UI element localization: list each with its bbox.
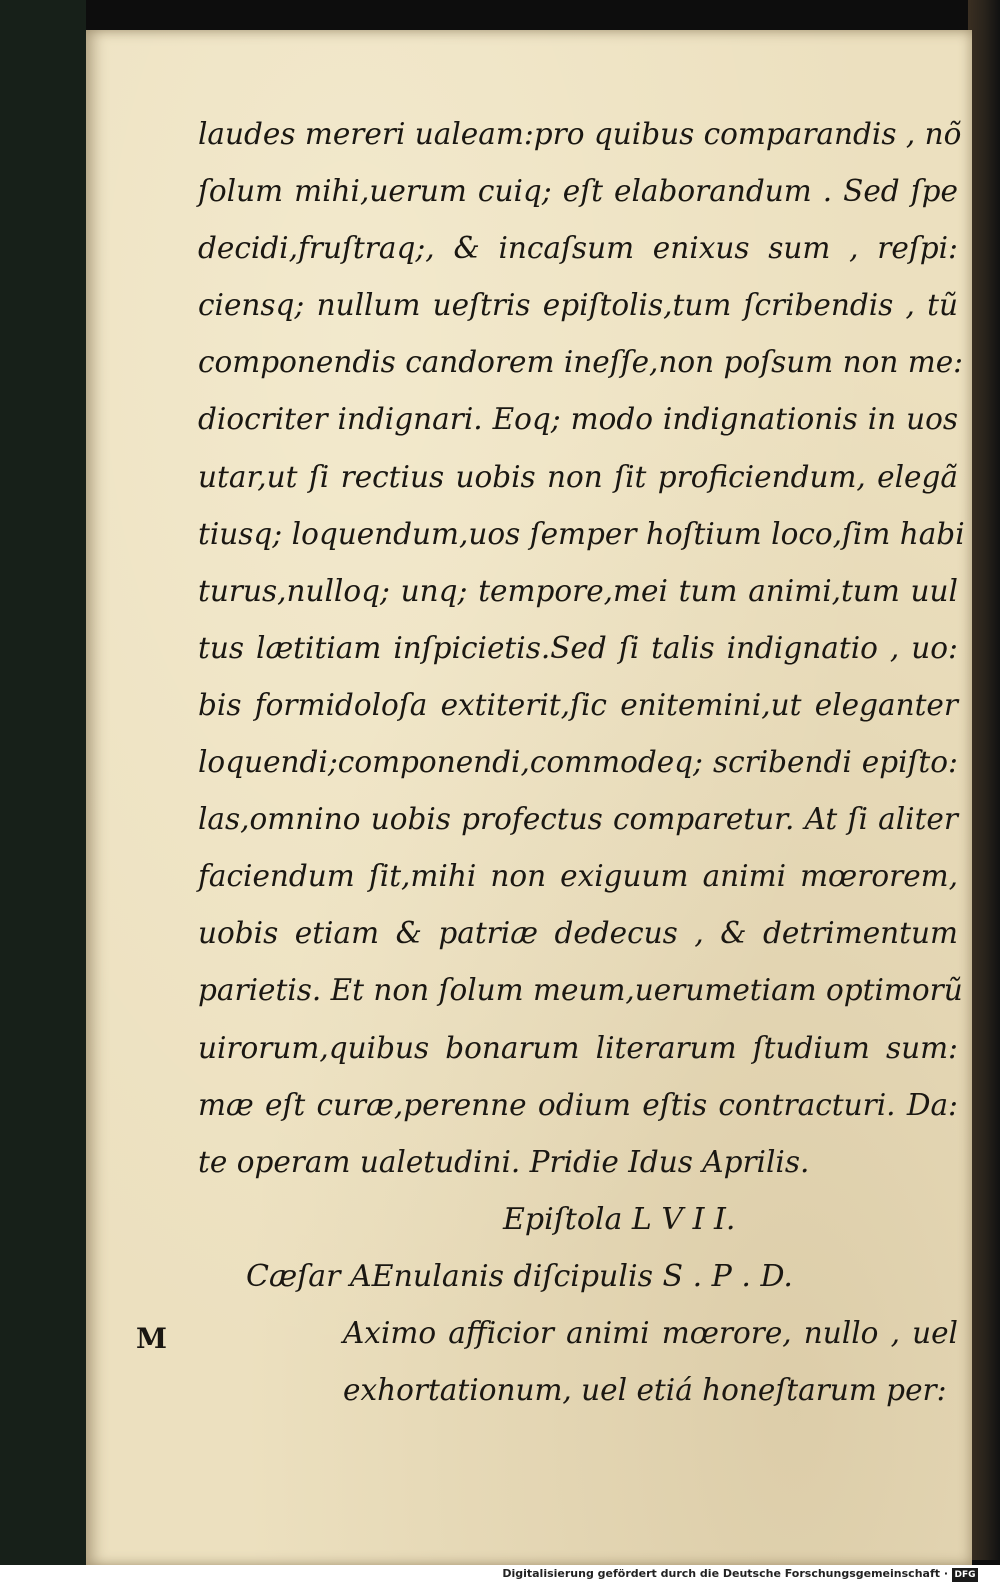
funding-credit: Digitalisierung gefördert durch die Deutsche Forschungsgemeinschaft · bbox=[502, 1567, 948, 1580]
text-line-14: faciendum ſit,mihi non exiguum animi mœrorem, bbox=[198, 859, 958, 894]
book-edge-right bbox=[968, 0, 1000, 1560]
text-line-15: uobis etiam & patriæ dedecus , & detrimentum bbox=[198, 916, 958, 951]
text-line-6: diocriter indignari. Eoq; modo indignationis in uos bbox=[198, 402, 958, 437]
text-line-7: utar,ut ſi rectius uobis non ſit proficiendum, elegã bbox=[198, 459, 958, 494]
footer-bar bbox=[0, 1565, 1000, 1586]
text-line-18: mæ eſt curæ,perenne odium eſtis contracturi. Da: bbox=[198, 1087, 958, 1122]
text-line-1: laudes mereri ualeam:pro quibus comparandis , nõ bbox=[198, 117, 962, 151]
text-line-4: ciensq; nullum ueſtris epiſtolis,tum ſcribendis , tũ bbox=[198, 288, 958, 323]
text-line-17: uirorum,quibus bonarum literarum ſtudium sum: bbox=[198, 1030, 958, 1065]
text-line-13: las,omnino uobis profectus comparetur. At ſi aliter bbox=[198, 802, 958, 837]
drop-initial: M bbox=[136, 1322, 167, 1355]
text-line-10: tus lætitiam inſpicietis.Sed ſi talis indignatio , uo: bbox=[198, 630, 958, 665]
text-line-11: bis formidoloſa extiterit,ſic enitemini,ut eleganter bbox=[198, 687, 958, 722]
dfg-logo-icon: DFG bbox=[952, 1568, 978, 1582]
text-line-9: turus,nulloq; unq; tempore,mei tum animi,tum uul bbox=[198, 573, 958, 608]
book-cover-left bbox=[0, 0, 86, 1586]
letter-line-2: exhortationum, uel etiá honeſtarum per: bbox=[343, 1372, 947, 1407]
text-line-5: componendis candorem ineſſe,non poſsum non me: bbox=[198, 345, 964, 380]
book-page bbox=[86, 30, 972, 1566]
text-line-2: ſolum mihi,uerum cuiq; eſt elaborandum . Sed ſpe bbox=[198, 174, 958, 209]
epistle-salutation: Cæſar AEnulanis diſcipulis S . P . D. bbox=[246, 1258, 793, 1294]
text-line-8: tiusq; loquendum,uos ſemper hoſtium loco,ſim habi bbox=[198, 516, 965, 551]
text-line-19: te operam ualetudini. Pridie Idus Aprilis. bbox=[198, 1144, 810, 1179]
letter-line-1: Aximo afficior animi mœrore, nullo , uel bbox=[343, 1315, 958, 1350]
text-line-3: decidi,fruſtraq;, & incaſsum enixus sum , reſpi: bbox=[198, 231, 958, 266]
text-line-16: parietis. Et non ſolum meum,uerumetiam optimorũ bbox=[198, 973, 963, 1008]
page-text bbox=[198, 106, 965, 1419]
text-line-12: loquendi;componendi,commodeq; scribendi epiſto: bbox=[198, 745, 958, 780]
epistle-heading: Epiſtola L V I I. bbox=[503, 1201, 736, 1237]
